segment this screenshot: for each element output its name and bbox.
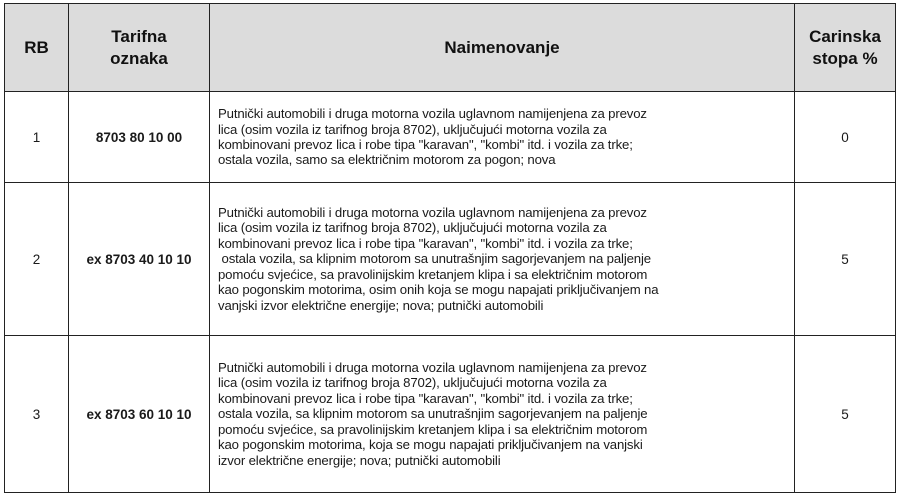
description-line: ostala vozila, sa klipnim motorom sa unutrašnjim sagorjevanjem na paljenje [218, 251, 651, 267]
description-line: kao pogonskim motorima, koja se mogu napajati priključivanjem na vanjski [218, 437, 643, 453]
description-line: lica (osim vozila iz tarifnog broja 8702), uključujući motorna vozila za [218, 121, 607, 137]
table-body [5, 92, 896, 493]
table-header [5, 4, 896, 92]
row-rb: 3 [5, 336, 69, 493]
description-line: ostala vozila, sa klipnim motorom sa unutrašnjim sagorjevanjem na paljenje [218, 406, 648, 422]
description-line: kao pogonskim motorima, osim onih koja se mogu napajati priključivanjem na [218, 282, 659, 298]
description-line: kombinovani prevoz lica i robe tipa "karavan", "kombi" itd. i vozila za trke; [218, 137, 633, 152]
row-tariff-code: ex 8703 40 10 10 [69, 183, 210, 336]
row-rb: 1 [5, 92, 69, 183]
row-rb: 2 [5, 183, 69, 336]
description-line: izvor električne energije; nova; putnički automobili [218, 452, 501, 468]
description-line: Putnički automobili i druga motorna vozila uglavnom namijenjena za prevoz [218, 360, 647, 376]
header-carinska-line1: Carinska [809, 26, 881, 46]
tariff-table [4, 3, 896, 493]
description-line: Putnički automobili i druga motorna vozila uglavnom namijenjena za prevoz [218, 106, 647, 122]
header-row [5, 4, 896, 92]
row-description [210, 183, 795, 336]
table-row [5, 336, 896, 493]
header-tarifna-line2: oznaka [110, 48, 168, 68]
header-carinska-line2: stopa % [812, 48, 878, 68]
row-tariff-code: 8703 80 10 00 [69, 92, 210, 183]
row-description [210, 92, 795, 183]
description-line: ostala vozila, samo sa električnim motorom za pogon; nova [218, 152, 556, 168]
row-customs-rate: 0 [795, 92, 896, 183]
row-customs-rate: 5 [795, 183, 896, 336]
description-line: Putnički automobili i druga motorna vozila uglavnom namijenjena za prevoz [218, 205, 647, 221]
header-tarifna-line1: Tarifna [111, 26, 167, 46]
header-tarifna-oznaka [69, 4, 210, 92]
row-description [210, 336, 795, 493]
row-customs-rate: 5 [795, 336, 896, 493]
header-rb-label: RB [24, 37, 49, 57]
description-line: kombinovani prevoz lica i robe tipa "karavan", "kombi" itd. i vozila za trke; [218, 390, 633, 406]
header-rb [5, 4, 69, 92]
description-line: vanjski izvor električne energije; nova; putnički automobili [218, 297, 544, 313]
row-tariff-code: ex 8703 60 10 10 [69, 336, 210, 493]
description-line: lica (osim vozila iz tarifnog broja 8702), uključujući motorna vozila za [218, 220, 607, 236]
description-line: pomoću svjećice, sa pravolinijskim kretanjem klipa i sa električnim motorom [218, 266, 648, 282]
description-line: kombinovani prevoz lica i robe tipa "karavan", "kombi" itd. i vozila za trke; [218, 235, 633, 251]
description-line: lica (osim vozila iz tarifnog broja 8702), uključujući motorna vozila za [218, 375, 607, 391]
table-row [5, 183, 896, 336]
header-carinska-stopa [795, 4, 896, 92]
table-row [5, 92, 896, 183]
header-naimenovanje-label: Naimenovanje [444, 37, 560, 57]
header-naimenovanje [210, 4, 795, 92]
description-line: pomoću svjećice, sa pravolinijskim kretanjem klipa i sa električnim motorom [218, 421, 648, 437]
